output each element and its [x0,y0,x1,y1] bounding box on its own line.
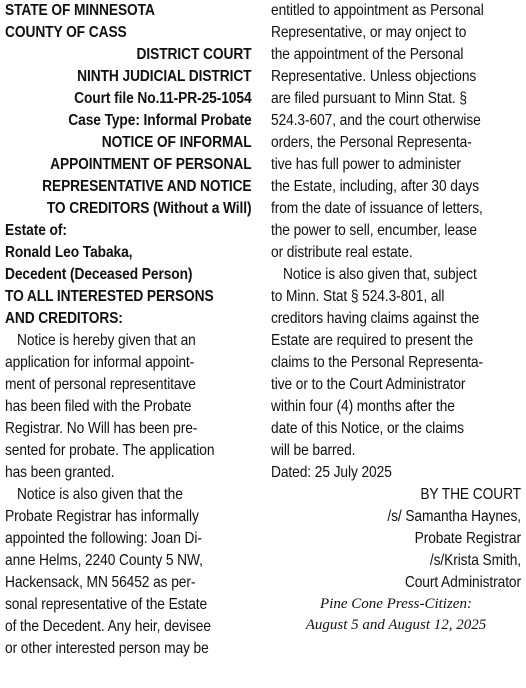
paragraph-line: Notice is hereby given that an [17,332,196,349]
paragraph-line: date of this Notice, or the claims [271,420,464,437]
paragraph-line: Notice is also given that, subject [283,266,477,283]
paragraph-line: Estate are required to present the [271,332,474,349]
paragraph-line: Hackensack, MN 56452 as per- [5,574,196,591]
paragraph-line: 524.3-607, and the court otherwise [271,112,481,129]
paragraph-line: of the Decedent. Any heir, devisee [5,618,211,635]
signature-line: Probate Registrar [414,530,521,547]
paragraph-line: sonal representative of the Estate [5,596,208,613]
paragraph-line: has been granted. [5,464,115,481]
publication-dates: August 5 and August 12, 2025 [305,617,487,633]
paragraph-line: the Estate, including, after 30 days [271,178,480,195]
paragraph-line: or distribute real estate. [271,244,413,261]
paragraph-line: ment of personal representitave [5,376,196,393]
paragraph-line: has been filed with the Probate [5,398,192,415]
addressee-line: AND CREDITORS: [5,310,123,327]
case-type-line: Case Type: Informal Probate [68,112,252,129]
paragraph-line: the power to sell, encumber, lease [271,222,477,239]
notice-title-line: NOTICE OF INFORMAL [102,134,252,151]
signature-line: Court Administrator [404,574,521,591]
paragraph-line: Representative. Unless objections [271,68,477,85]
right-column [271,0,521,636]
district-line: NINTH JUDICIAL DISTRICT [77,68,252,85]
signature-line: /s/ Samantha Haynes, [387,508,521,525]
paragraph-line: within four (4) months after the [271,398,455,415]
left-column [5,0,252,660]
paragraph-line: application for informal appoint- [5,354,195,371]
publication-name: Pine Cone Press-Citizen: [320,596,472,612]
paragraph-line: appointed the following: Joan Di- [5,530,202,547]
paragraph-line: sented for probate. The application [5,442,215,459]
paragraph-line: the appointment of the Personal [271,46,464,63]
decedent-label: Decedent (Deceased Person) [5,266,193,283]
addressee-line: TO ALL INTERESTED PERSONS [5,288,214,305]
paragraph-line: Probate Registrar has informally [5,508,199,525]
paragraph-line: creditors having claims against the [271,310,480,327]
file-number-line: Court file No.11-PR-25-1054 [74,90,252,107]
dated-line: Dated: 25 July 2025 [271,464,392,481]
signature-line: /s/Krista Smith, [429,552,521,569]
paragraph-line: claims to the Personal Representa- [271,354,483,371]
county-line: COUNTY OF CASS [5,24,127,41]
paragraph-line: to Minn. Stat § 524.3-801, all [271,288,445,305]
paragraph-line: orders, the Personal Representa- [271,134,472,151]
signature-line: BY THE COURT [420,486,521,503]
paragraph-line: tive has full power to administer [271,156,461,173]
paragraph-line: Notice is also given that the [17,486,183,503]
paragraph-line: or other interested person may be [5,640,209,657]
court-line: DISTRICT COURT [137,46,252,63]
paragraph-line: will be barred. [271,442,356,459]
notice-title-line: TO CREDITORS (Without a Will) [47,200,252,217]
paragraph-line: tive or to the Court Administrator [271,376,466,393]
paragraph-line: Registrar. No Will has been pre- [5,420,198,437]
paragraph-line: from the date of issuance of letters, [271,200,483,217]
paragraph-line: entitled to appointment as Personal [271,2,484,19]
paragraph-line: are filed pursuant to Minn Stat. § [271,90,467,107]
estate-of-label: Estate of: [5,222,67,239]
decedent-name: Ronald Leo Tabaka, [5,244,133,261]
paragraph-line: Representative, or may onject to [271,24,467,41]
notice-title-line: APPOINTMENT OF PERSONAL [50,156,252,173]
notice-title-line: REPRESENTATIVE AND NOTICE [42,178,252,195]
state-line: STATE OF MINNESOTA [5,2,155,19]
paragraph-line: anne Helms, 2240 County 5 NW, [5,552,203,569]
